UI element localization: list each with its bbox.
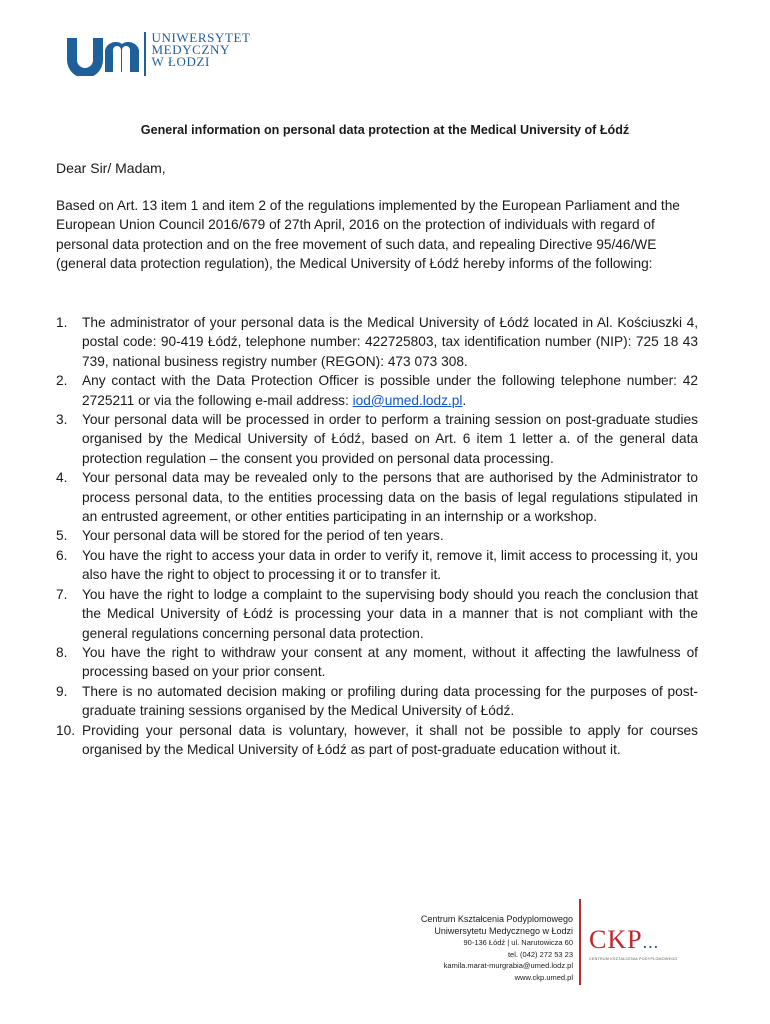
footer-phone: tel. (042) 272 53 23 — [507, 949, 573, 959]
ckp-subtitle: CENTRUM KSZTAŁCENIA PODYPLOMOWEGO — [589, 957, 678, 961]
logo-line-3: W ŁODZI — [151, 54, 210, 69]
ckp-logo-letters: CKP... — [589, 925, 660, 954]
logo-line-1: UNIWERSYTET — [151, 30, 251, 45]
information-list — [56, 313, 698, 759]
footer-contact — [330, 914, 573, 983]
footer-email: kamila.marat-murgrabia@umed.lodz.pl — [443, 961, 573, 970]
greeting: Dear Sir/ Madam, — [56, 160, 166, 176]
list-item: 8. You have the right to withdraw your consent at any moment, without it affecting the lawfulness of processing based on your prior consent. — [56, 644, 698, 680]
list-item: 5. Your personal data will be stored for the period of ten years. — [56, 528, 444, 544]
list-item: 3. Your personal data will be processed in order to perform a training session on post-graduate studies organised by the Medical University of Łódź, based on Art. 6 item 1 letter a. of the general data protection regulation – the consent you provided on personal data processing. — [56, 412, 698, 466]
logo-line-2: MEDYCZNY — [151, 42, 230, 57]
list-item: 4. Your personal data may be revealed only to the persons that are authorised by the Administrator to process personal data, to the entities processing data on the basis of legal regulations stipulated in an entrusted agreement, or other entities participating in an internship or a workshop. — [56, 470, 698, 525]
intro-paragraph: Based on Art. 13 item 1 and item 2 of the regulations implemented by the European Parliament and the European Union Council 2016/679 of 27th April, 2016 on the protection of individuals with regard of personal data protection and on the free movement of such data, and repealing Directive 95/46/WE (general data protection regulation), the Medical University of Łódź hereby informs of the following: — [56, 198, 680, 272]
list-item: 6. You have the right to access your data in order to verify it, remove it, limit access to processing it, you also have the right to object to processing it or to transfer it. — [56, 547, 698, 583]
list-item: 2. Any contact with the Data Protection Officer is possible under the following telephone number: 42 2725211 or via the following e-mail address: iod@umed.lodz.pl. — [56, 373, 698, 408]
logo-wordmark — [152, 32, 251, 68]
list-item: 10. Providing your personal data is voluntary, however, it shall not be possible to apply for courses organised by the Medical University of Łódź as part of post-graduate education without it. — [56, 722, 698, 757]
list-item: 9. There is no automated decision making or profiling during data processing for the purposes of post-graduate training sessions organised by the Medical University of Łódź. — [56, 683, 698, 719]
list-item: 7. You have the right to lodge a complaint to the supervising body should you reach the conclusion that the Medical University of Łódź is processing your data in a manner that is not compliant with the general regulations concerning personal data protection. — [56, 586, 698, 641]
university-logo — [64, 32, 251, 76]
footer-org-line-1: Centrum Kształcenia Podyplomowego — [420, 914, 573, 924]
list-item: 1. The administrator of your personal data is the Medical University of Łódź located in Al. Kościuszki 4, postal code: 90-419 Łódź, telephone number: 422725803, tax identification number (NIP): 725 18 43 739, national business registry number (REGON): 473 073 308. — [56, 315, 698, 369]
footer-website: www.ckp.umed.pl — [514, 972, 573, 982]
document-heading: General information on personal data protection at the Medical University of Łódź — [140, 123, 630, 137]
ckp-dots-icon: ... — [642, 932, 660, 952]
footer-org-line-2: Uniwersytetu Medycznego w Łodzi — [434, 925, 573, 936]
logo-divider — [144, 32, 146, 76]
footer-divider — [579, 899, 581, 985]
um-logo-icon — [64, 32, 140, 76]
dpo-email-link[interactable]: iod@umed.lodz.pl — [352, 392, 463, 408]
footer-address: 90-136 Łódź | ul. Narutowicza 60 — [463, 938, 573, 947]
ckp-logo — [589, 927, 678, 961]
